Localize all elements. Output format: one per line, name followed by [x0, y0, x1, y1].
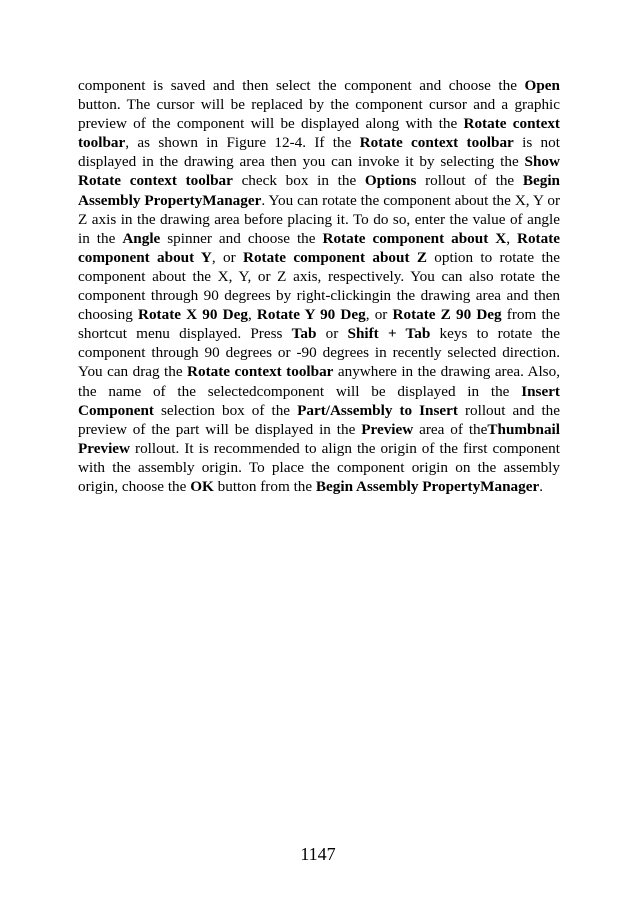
text-run: rollout of the	[416, 172, 523, 190]
text-run: anywhere in the drawing area. Also, the name of the selectedcomponent will be displayed in the	[78, 363, 560, 400]
text-run: rollout. It is recommended to align the origin of the first component with the assembly origin. To place the component origin on the assembly origin, choose the	[78, 439, 560, 495]
text-run: .	[539, 477, 544, 495]
bold-term: Rotate context toolbar	[78, 115, 560, 152]
text-run: rollout and the preview of the part will be displayed in the	[78, 401, 561, 438]
text-run: from the shortcut menu displayed. Press	[78, 306, 561, 343]
text-run: ,	[247, 306, 257, 324]
bold-term: Rotate context toolbar	[359, 134, 514, 152]
bold-term: Rotate component about Z	[243, 248, 427, 266]
bold-term: Options	[364, 172, 417, 190]
text-run: , as shown in Figure 12-4. If the	[125, 134, 360, 152]
bold-term: Insert Component	[78, 382, 560, 419]
text-run: check box in the	[232, 172, 365, 190]
bold-term: Begin Assembly PropertyManager	[315, 477, 540, 495]
bold-term: Preview	[361, 420, 414, 438]
text-run: button. The cursor will be replaced by the component cursor and a graphic preview of the component will be displayed along with the	[78, 96, 560, 133]
bold-term: Angle	[122, 229, 161, 247]
body-paragraph	[78, 76, 560, 496]
text-run: option to rotate the component about the X, Y, or Z axis, respectively. You can also rotate the component through 90 degrees by right-clickingin the drawing area and then choosing	[78, 248, 561, 324]
text-run: or	[316, 325, 348, 343]
bold-term: Show Rotate context toolbar	[78, 153, 560, 190]
text-run: ,	[506, 229, 517, 247]
bold-term: Rotate component about Y	[78, 229, 560, 266]
text-run: . You can rotate the component about the X, Y or Z axis in the drawing area before placing it. To do so, enter the value of angle in the	[78, 191, 560, 247]
bold-term: OK	[190, 477, 214, 495]
text-run: , or	[365, 306, 393, 324]
bold-term: Open	[524, 77, 560, 94]
text-run: is not displayed in the drawing area then you can invoke it by selecting the	[78, 134, 560, 171]
bold-term: Rotate context toolbar	[187, 363, 334, 381]
bold-term: Rotate Z 90 Deg	[392, 306, 502, 324]
text-run: component is saved and then select the component and choose the	[78, 77, 525, 94]
bold-term: Rotate Y 90 Deg	[256, 306, 366, 324]
text-run: , or	[211, 248, 243, 266]
bold-term: Rotate component about X	[322, 229, 507, 247]
bold-term: Shift + Tab	[347, 325, 431, 343]
bold-term: Tab	[291, 325, 317, 343]
text-run: button from the	[213, 477, 316, 495]
text-run: selection box of the	[153, 401, 298, 419]
bold-term: Thumbnail Preview	[78, 420, 560, 457]
bold-term: Part/Assembly to Insert	[297, 401, 458, 419]
text-run: area of the	[413, 420, 488, 438]
bold-term: Begin Assembly PropertyManager	[78, 172, 560, 209]
text-run: spinner and choose the	[160, 229, 323, 247]
bold-term: Rotate X 90 Deg	[138, 306, 248, 324]
page-number: 1147	[300, 844, 336, 864]
text-run: keys to rotate the component through 90 degrees or -90 degrees in recently selected direction. You can drag the	[78, 325, 560, 381]
